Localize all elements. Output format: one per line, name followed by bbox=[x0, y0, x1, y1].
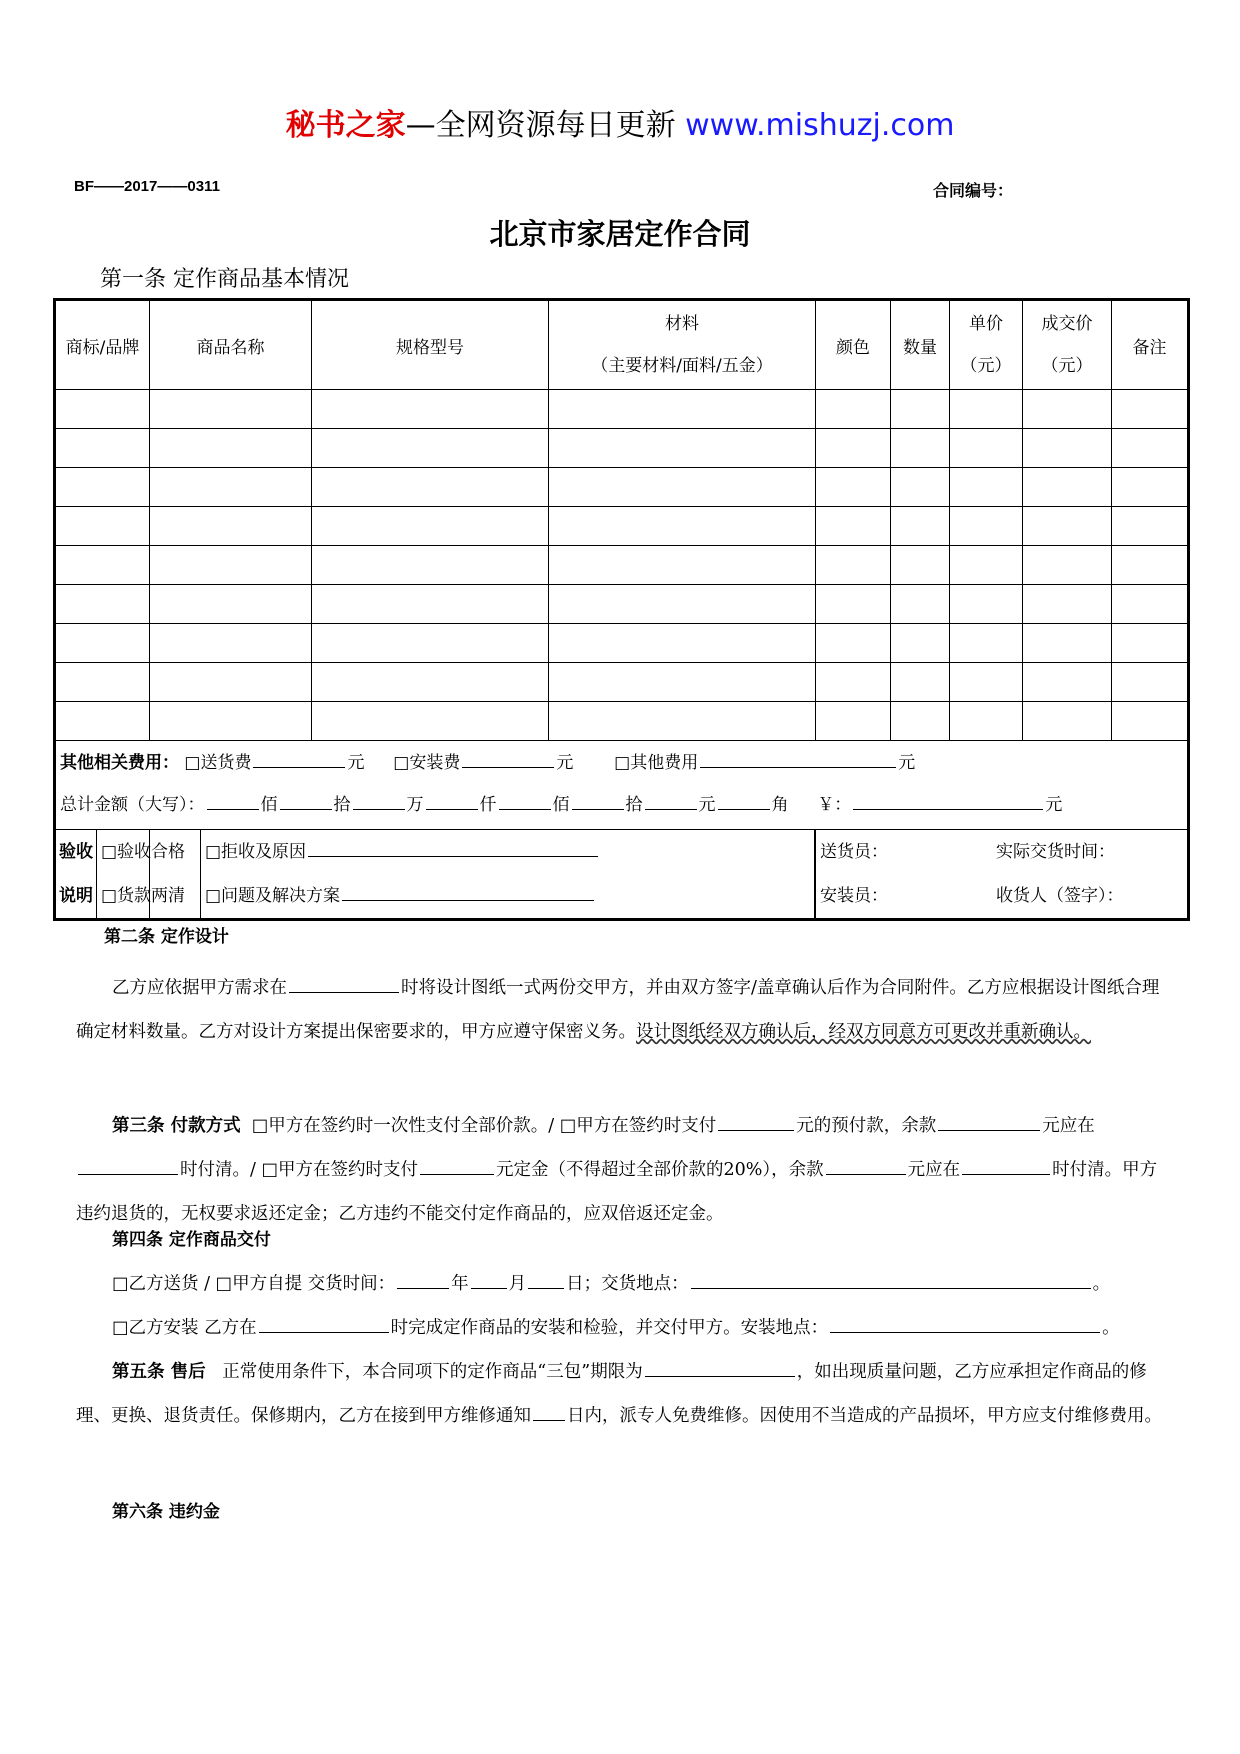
blank[interactable] bbox=[718, 789, 770, 810]
install-fee-blank[interactable] bbox=[462, 747, 554, 768]
other-fees-line bbox=[60, 741, 1187, 783]
col-deal-price-line1: 成交价 bbox=[1041, 314, 1093, 334]
section1-title: 第一条 定作商品基本情况 bbox=[100, 267, 349, 292]
cell[interactable] bbox=[55, 546, 150, 585]
cell[interactable] bbox=[150, 624, 312, 663]
cell[interactable] bbox=[549, 546, 816, 585]
unit-bai: 佰 bbox=[260, 795, 278, 815]
cell[interactable] bbox=[1023, 624, 1112, 663]
section4-title: 第四条 定作商品交付 bbox=[112, 1230, 271, 1250]
cell[interactable] bbox=[950, 468, 1023, 507]
yuan-label: 元 bbox=[347, 753, 365, 773]
deliverer-label: 送货员： bbox=[820, 842, 888, 862]
contract-number-label: 合同编号： bbox=[933, 181, 1014, 200]
document-title: 北京市家居定作合同 bbox=[489, 217, 751, 251]
section2-text-b: 时将设计图纸一式两份交甲方，并由双方签字/盖章确认后作为合同附件。乙方应根据设计图纸合理确定材料数量。乙方对设计方案提出保密要求的，甲方应遵守保密义务。 bbox=[76, 978, 1160, 1042]
cell[interactable] bbox=[1112, 702, 1189, 741]
cell[interactable] bbox=[312, 624, 549, 663]
cell[interactable] bbox=[816, 663, 891, 702]
delivery-line bbox=[112, 1262, 1202, 1306]
balance-blank[interactable] bbox=[938, 1110, 1040, 1131]
design-time-blank[interactable] bbox=[289, 972, 399, 993]
unit-jiao: 角 bbox=[771, 795, 789, 815]
acceptance-right-cell bbox=[816, 830, 1189, 920]
section3-text-e: 元定金（不得超过全部价款的20%），余款 bbox=[496, 1160, 824, 1180]
fees-row bbox=[55, 741, 1189, 830]
period: 。 bbox=[1102, 1318, 1120, 1338]
col-unit-price-line1: 单价 bbox=[969, 314, 1003, 334]
section3-text-a: □甲方在签约时一次性支付全部价款。/ □甲方在签约时支付 bbox=[251, 1116, 717, 1136]
cell[interactable] bbox=[150, 546, 312, 585]
install-fee-checkbox[interactable]: □安装费 bbox=[393, 753, 461, 773]
month-blank[interactable] bbox=[471, 1268, 507, 1289]
yuan-label: 元 bbox=[556, 753, 574, 773]
col-deal-price bbox=[1023, 300, 1112, 390]
deliverer-line bbox=[820, 830, 1187, 874]
cell[interactable] bbox=[150, 702, 312, 741]
col-unit-price-line2: （元） bbox=[960, 356, 1012, 376]
col-brand: 商标/品牌 bbox=[55, 300, 150, 390]
cell[interactable] bbox=[312, 585, 549, 624]
blank[interactable] bbox=[499, 789, 551, 810]
cell[interactable] bbox=[549, 624, 816, 663]
cell[interactable] bbox=[891, 546, 950, 585]
cell[interactable] bbox=[891, 429, 950, 468]
deposit-blank[interactable] bbox=[420, 1154, 494, 1175]
acceptance-options-left bbox=[97, 830, 186, 918]
section5-text-c: 日内，派专人免费维修。因使用不当造成的产品损坏，甲方应支付维修费用。 bbox=[567, 1406, 1162, 1426]
cell[interactable] bbox=[55, 390, 150, 429]
cell[interactable] bbox=[891, 468, 950, 507]
cell[interactable] bbox=[1112, 468, 1189, 507]
cell[interactable] bbox=[150, 429, 312, 468]
cell[interactable] bbox=[891, 390, 950, 429]
table-row bbox=[55, 468, 1189, 507]
balance-time-blank[interactable] bbox=[78, 1154, 178, 1175]
col-spec: 规格型号 bbox=[312, 300, 549, 390]
cell[interactable] bbox=[1112, 429, 1189, 468]
other-fees-label: 其他相关费用： bbox=[60, 753, 179, 773]
section3-title: 第三条 付款方式 bbox=[112, 1116, 241, 1136]
issue-checkbox[interactable]: □问题及解决方案 bbox=[205, 886, 341, 906]
blank[interactable] bbox=[280, 789, 332, 810]
cell[interactable] bbox=[950, 546, 1023, 585]
table-row bbox=[55, 624, 1189, 663]
blank[interactable] bbox=[207, 789, 259, 810]
table-row bbox=[55, 702, 1189, 741]
cell[interactable] bbox=[950, 702, 1023, 741]
blank[interactable] bbox=[426, 789, 478, 810]
section2-body bbox=[76, 966, 1166, 1054]
reject-reason-blank[interactable] bbox=[308, 836, 598, 857]
acceptance-middle-cell bbox=[150, 830, 816, 920]
cell[interactable] bbox=[549, 663, 816, 702]
installer-label: 安装员： bbox=[820, 886, 888, 906]
warranty-period-blank[interactable] bbox=[645, 1356, 795, 1377]
cell[interactable] bbox=[891, 585, 950, 624]
cell[interactable] bbox=[891, 663, 950, 702]
blank[interactable] bbox=[353, 789, 405, 810]
yen-label: ￥： bbox=[817, 795, 852, 815]
cell[interactable] bbox=[891, 702, 950, 741]
paid-checkbox[interactable]: □货款两清 bbox=[101, 886, 186, 906]
col-unit-price bbox=[950, 300, 1023, 390]
acceptance-row bbox=[55, 830, 1189, 920]
col-material-line2: （主要材料/面料/五金） bbox=[591, 356, 773, 376]
cell[interactable] bbox=[549, 585, 816, 624]
cell[interactable] bbox=[1023, 429, 1112, 468]
section3-text-g: 时付清。甲方违约退货的，无权要求返还定金；乙方违约不能交付定作商品的，应双倍返还定金。 bbox=[76, 1160, 1158, 1224]
cell[interactable] bbox=[549, 429, 816, 468]
section5-text-a: 正常使用条件下，本合同项下的定作商品“三包”期限为 bbox=[222, 1362, 643, 1382]
cell[interactable] bbox=[1023, 507, 1112, 546]
total-amount-line bbox=[60, 783, 1187, 825]
unit-shi: 拾 bbox=[625, 795, 643, 815]
blank[interactable] bbox=[645, 789, 697, 810]
cell[interactable] bbox=[150, 507, 312, 546]
table-row bbox=[55, 546, 1189, 585]
section2-text-c: 设计图纸经双方确认后，经双方同意方可更改并重新确认。 bbox=[636, 1022, 1091, 1042]
cell[interactable] bbox=[312, 468, 549, 507]
cell[interactable] bbox=[55, 663, 150, 702]
col-material-line1: 材料 bbox=[665, 314, 699, 334]
unit-qian: 仟 bbox=[479, 795, 497, 815]
delivery-address-blank[interactable] bbox=[691, 1268, 1091, 1289]
cell[interactable] bbox=[1112, 546, 1189, 585]
reject-options bbox=[201, 830, 815, 918]
cell[interactable] bbox=[312, 663, 549, 702]
section6-title: 第六条 违约金 bbox=[112, 1502, 220, 1522]
col-name: 商品名称 bbox=[150, 300, 312, 390]
section3-text-f: 元应在 bbox=[907, 1160, 961, 1180]
issue-solution-blank[interactable] bbox=[342, 880, 594, 901]
issue-line bbox=[205, 874, 814, 918]
cell[interactable] bbox=[55, 585, 150, 624]
section5-title: 第五条 售后 bbox=[112, 1362, 206, 1382]
cell[interactable] bbox=[1112, 585, 1189, 624]
delivery-fee-checkbox[interactable]: □送货费 bbox=[184, 753, 252, 773]
unit-yuan: 元 bbox=[698, 795, 716, 815]
cell[interactable] bbox=[55, 624, 150, 663]
yuan-label: 元 bbox=[1045, 795, 1063, 815]
acceptance-inner bbox=[56, 830, 186, 918]
cell[interactable] bbox=[312, 507, 549, 546]
cell[interactable] bbox=[55, 429, 150, 468]
cell[interactable] bbox=[816, 702, 891, 741]
total-amount-label: 总计金额（大写）： bbox=[60, 795, 205, 815]
cell[interactable] bbox=[816, 468, 891, 507]
col-qty: 数量 bbox=[891, 300, 950, 390]
repair-days-blank[interactable] bbox=[533, 1400, 565, 1421]
yuan-label: 元 bbox=[898, 753, 916, 773]
table-row bbox=[55, 663, 1189, 702]
cell[interactable] bbox=[150, 390, 312, 429]
cell[interactable] bbox=[1023, 702, 1112, 741]
banner-brand: 秘书之家 bbox=[285, 108, 406, 143]
cell[interactable] bbox=[1023, 468, 1112, 507]
acceptance-label-2: 说明 bbox=[59, 886, 93, 906]
section2-text-a: 乙方应依据甲方需求在 bbox=[112, 978, 287, 998]
install-line bbox=[112, 1306, 1202, 1350]
cell[interactable] bbox=[816, 429, 891, 468]
cell[interactable] bbox=[891, 507, 950, 546]
cell[interactable] bbox=[950, 624, 1023, 663]
delivery-options[interactable]: □乙方送货 / □甲方自提 交货时间： bbox=[112, 1274, 396, 1294]
acceptance-label bbox=[56, 830, 97, 918]
delivery-fee-blank[interactable] bbox=[253, 747, 345, 768]
cell[interactable] bbox=[312, 390, 549, 429]
cell[interactable] bbox=[1112, 507, 1189, 546]
accepted-checkbox[interactable]: □验收合格 bbox=[101, 842, 186, 862]
installer-line bbox=[820, 874, 1187, 918]
prepay-blank[interactable] bbox=[718, 1110, 794, 1131]
col-remark: 备注 bbox=[1112, 300, 1189, 390]
table-row bbox=[55, 507, 1189, 546]
cell[interactable] bbox=[312, 702, 549, 741]
blank[interactable] bbox=[572, 789, 624, 810]
cell[interactable] bbox=[55, 702, 150, 741]
cell[interactable] bbox=[1023, 546, 1112, 585]
banner-url[interactable]: www.mishuzj.com bbox=[685, 108, 955, 143]
yen-amount-blank[interactable] bbox=[853, 789, 1043, 810]
cell[interactable] bbox=[1112, 663, 1189, 702]
install-options[interactable]: □乙方安装 乙方在 bbox=[112, 1318, 257, 1338]
cell[interactable] bbox=[150, 585, 312, 624]
section5-text-b: ，如出现质量问题，乙方应承担定作商品的修理、更换、退货责任。保修期内，乙方在接到甲方维修通知 bbox=[76, 1362, 1147, 1426]
install-address-blank[interactable] bbox=[830, 1312, 1100, 1333]
goods-table bbox=[53, 298, 1190, 921]
document-code: BF——2017——0311 bbox=[74, 178, 220, 195]
year-blank[interactable] bbox=[397, 1268, 449, 1289]
cell[interactable] bbox=[150, 663, 312, 702]
cell[interactable] bbox=[950, 390, 1023, 429]
cell[interactable] bbox=[950, 429, 1023, 468]
period: 。 bbox=[1092, 1274, 1111, 1294]
cell[interactable] bbox=[816, 624, 891, 663]
unit-wan: 万 bbox=[406, 795, 424, 815]
section3-text-c: 元应在 bbox=[1042, 1116, 1095, 1136]
unit-bai: 佰 bbox=[552, 795, 570, 815]
cell[interactable] bbox=[1023, 390, 1112, 429]
month-label: 月 bbox=[508, 1274, 527, 1294]
fees-cell bbox=[55, 741, 1189, 830]
remaining-time-blank[interactable] bbox=[962, 1154, 1050, 1175]
cell[interactable] bbox=[549, 507, 816, 546]
day-blank[interactable] bbox=[528, 1268, 564, 1289]
cell[interactable] bbox=[891, 624, 950, 663]
install-text: 时完成定作商品的安装和检验，并交付甲方。安装地点： bbox=[390, 1318, 829, 1338]
cell[interactable] bbox=[150, 468, 312, 507]
cell[interactable] bbox=[55, 507, 150, 546]
table-row bbox=[55, 390, 1189, 429]
cell[interactable] bbox=[55, 468, 150, 507]
acceptance-label-1: 验收 bbox=[59, 842, 93, 862]
other-fee-blank[interactable] bbox=[700, 747, 896, 768]
table-row bbox=[55, 585, 1189, 624]
cell[interactable] bbox=[549, 468, 816, 507]
table-header-row bbox=[55, 300, 1189, 390]
receiver-label: 收货人（签字）： bbox=[996, 886, 1124, 906]
cell[interactable] bbox=[1112, 390, 1189, 429]
table-row bbox=[55, 429, 1189, 468]
section3-body bbox=[76, 1104, 1166, 1236]
section2-title: 第二条 定作设计 bbox=[104, 927, 229, 947]
cell[interactable] bbox=[549, 390, 816, 429]
section5-body bbox=[76, 1350, 1166, 1438]
cell[interactable] bbox=[1112, 624, 1189, 663]
section3-text-b: 元的预付款，余款 bbox=[796, 1116, 937, 1136]
cell[interactable] bbox=[816, 507, 891, 546]
banner-slogan: —全网资源每日更新 bbox=[405, 108, 686, 143]
reject-line bbox=[205, 830, 814, 874]
cell[interactable] bbox=[549, 702, 816, 741]
acceptance-label-cell bbox=[55, 830, 186, 920]
cell[interactable] bbox=[312, 429, 549, 468]
cell[interactable] bbox=[1023, 585, 1112, 624]
cell[interactable] bbox=[950, 585, 1023, 624]
acceptance-middle-inner bbox=[150, 830, 815, 918]
remaining-blank[interactable] bbox=[826, 1154, 906, 1175]
install-time-blank[interactable] bbox=[259, 1312, 389, 1333]
actual-time-label: 实际交货时间： bbox=[996, 842, 1115, 862]
unit-shi: 拾 bbox=[333, 795, 351, 815]
col-deal-price-line2: （元） bbox=[1041, 356, 1093, 376]
cell[interactable] bbox=[312, 546, 549, 585]
col-color: 颜色 bbox=[816, 300, 891, 390]
cell[interactable] bbox=[816, 585, 891, 624]
cell[interactable] bbox=[816, 546, 891, 585]
cell[interactable] bbox=[950, 663, 1023, 702]
other-fee-checkbox[interactable]: □其他费用 bbox=[614, 753, 699, 773]
cell[interactable] bbox=[816, 390, 891, 429]
section3-text-d: 时付清。/ □甲方在签约时支付 bbox=[180, 1160, 418, 1180]
cell[interactable] bbox=[1023, 663, 1112, 702]
site-banner bbox=[0, 100, 1240, 144]
day-label: 日；交货地点： bbox=[566, 1274, 689, 1294]
col-material bbox=[549, 300, 816, 390]
reject-checkbox[interactable]: □拒收及原因 bbox=[205, 842, 307, 862]
cell[interactable] bbox=[950, 507, 1023, 546]
year-label: 年 bbox=[451, 1274, 469, 1294]
